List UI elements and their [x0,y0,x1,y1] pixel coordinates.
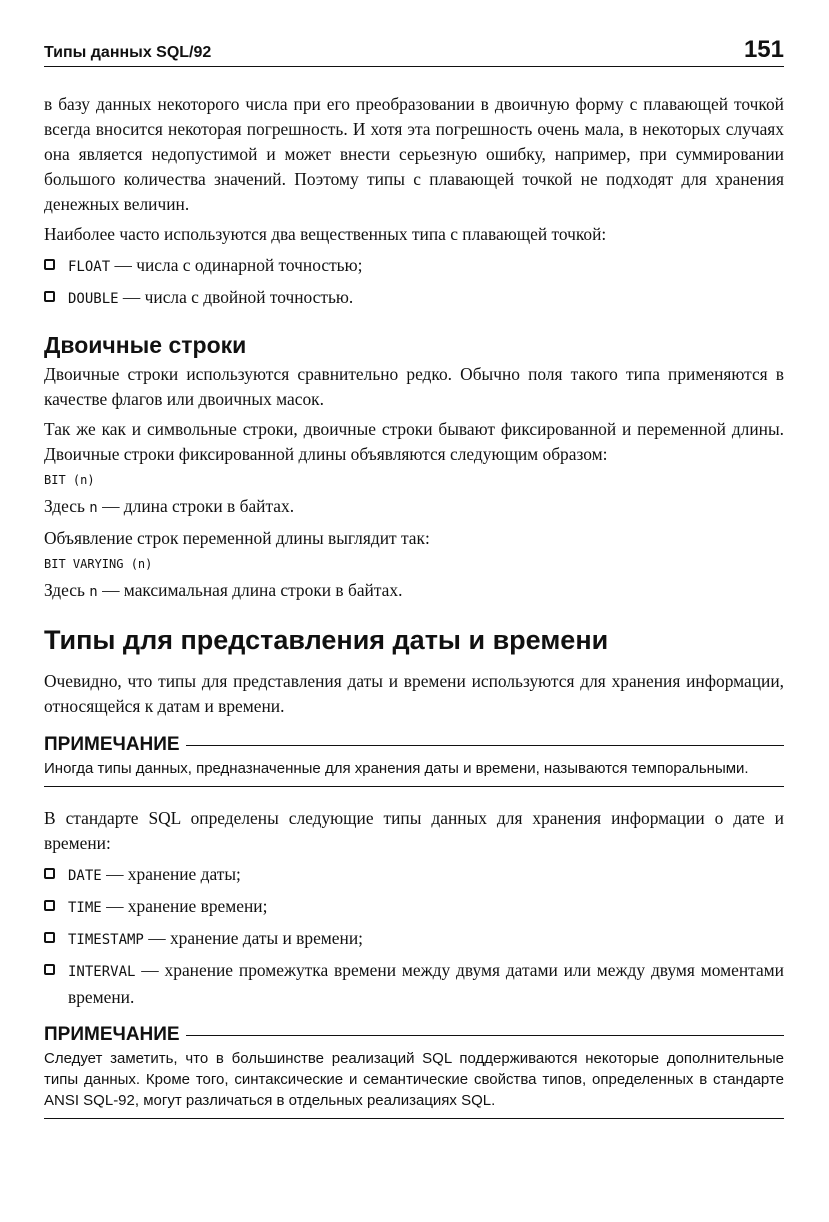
list-item [44,253,784,280]
type-term: DOUBLE [68,291,119,307]
binary-paragraph-3: Объявление строк переменной длины выглядит так: [44,528,430,548]
list-item [44,958,784,1010]
float-types-intro: Наиболее часто используются два вещественных типа с плавающей точкой: [44,224,607,244]
type-description: — хранение даты и времени; [143,928,363,948]
datetime-types-list [44,862,784,1010]
type-term: TIME [68,900,102,916]
list-item [44,285,784,312]
type-description: — хранение времени; [101,896,268,916]
variable-n: n [89,500,98,516]
checkbox-bullet-icon [44,291,55,302]
section-heading-datetime: Типы для представления даты и времени [44,625,609,655]
code-sample-bit: BIT (n) [44,473,95,487]
checkbox-bullet-icon [44,900,55,911]
variable-n: n [89,584,98,600]
type-term: TIMESTAMP [68,932,144,948]
note-temporal [44,733,784,787]
type-term: DATE [68,868,102,884]
checkbox-bullet-icon [44,964,55,975]
datetime-paragraph-1: Очевидно, что типы для представления даты и времени используются для хранения информации, относящейся к датам и времени. [44,671,784,716]
type-term: INTERVAL [68,964,136,980]
binary-explanation-2: Здесь n — максимальная длина строки в байтах. [44,580,403,600]
type-description: — числа с двойной точностью. [118,287,354,307]
note-text: Иногда типы данных, предназначенные для хранения даты и времени, называются темпоральными. [44,760,749,777]
intro-paragraph: в базу данных некоторого числа при его преобразовании в двоичную форму с плавающей точкой всегда вносится некоторая погрешность. И хотя эта погрешность очень мала, в некоторых случаях она является недопустимой и может внести серьезную ошибку, например, при суммировании большого количества значений. Поэтому типы с плавающей точкой не подходят для хранения денежных величин. [44,94,784,214]
binary-paragraph-1: Двоичные строки используются сравнительно редко. Обычно поля такого типа применяются в качестве флагов или двоичных масок. [44,364,784,409]
running-title: Типы данных SQL/92 [44,44,212,61]
type-description: — хранение даты; [101,864,241,884]
list-item [44,926,784,953]
page-number: 151 [743,36,784,63]
type-description: — хранение промежутка времени между двумя датами или между двумя моментами времени. [68,960,784,1007]
section-heading-binary: Двоичные строки [44,332,247,358]
checkbox-bullet-icon [44,868,55,879]
datetime-paragraph-2: В стандарте SQL определены следующие типы данных для хранения информации о дате и времени: [44,808,784,853]
running-header [44,36,784,67]
note-implementations [44,1023,784,1119]
type-term: FLOAT [68,259,111,275]
note-label: ПРИМЕЧАНИЕ [44,1023,186,1047]
binary-explanation-1: Здесь n — длина строки в байтах. [44,496,295,516]
binary-paragraph-2: Так же как и символьные строки, двоичные строки бывают фиксированной и переменной длины. Двоичные строки фиксированной длины объявляются следующим образом: [44,419,784,464]
float-types-list [44,253,784,312]
note-text: Следует заметить, что в большинстве реализаций SQL поддерживаются некоторые дополнительные типы данных. Кроме того, синтаксические и семантические свойства типов, определенных в стандарте ANSI SQL-92, могут различаться в отдельных реализациях SQL. [44,1050,784,1109]
list-item [44,862,784,889]
checkbox-bullet-icon [44,259,55,270]
checkbox-bullet-icon [44,932,55,943]
list-item [44,894,784,921]
note-label: ПРИМЕЧАНИЕ [44,733,186,757]
code-sample-bit-varying: BIT VARYING (n) [44,557,153,571]
type-description: — числа с одинарной точностью; [110,255,363,275]
page-content [44,92,784,1119]
